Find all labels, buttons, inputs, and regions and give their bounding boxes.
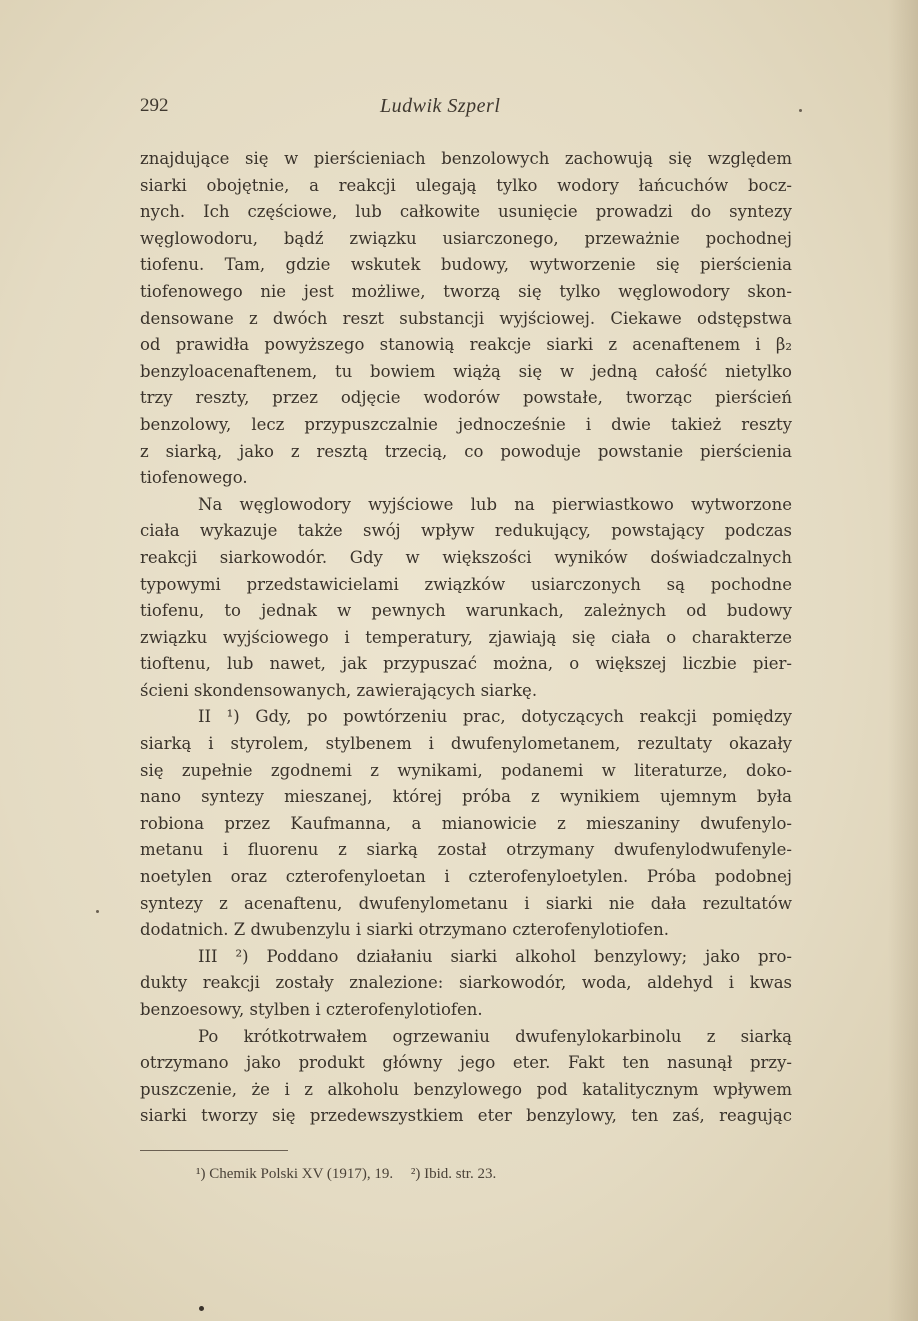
body-text xyxy=(140,146,792,1130)
text-line: nano syntezy mieszanej, której próba z wynikiem ujemnym była xyxy=(140,787,792,807)
ink-speck xyxy=(96,910,99,913)
text-line: typowymi przedstawicielami związków usiarczonych są pochodne xyxy=(140,574,792,594)
footnotes xyxy=(196,1166,510,1183)
text-line: tiofenu, to jednak w pewnych warunkach, zależnych od budowy xyxy=(140,601,792,621)
text-line: noetylen oraz czterofenyloetan i czterofenyloetylen. Próba podobnej xyxy=(140,867,792,887)
text-line: II ¹) Gdy, po powtórzeniu prac, dotyczących reakcji pomiędzy xyxy=(198,707,792,727)
running-head: Ludwik Szperl xyxy=(380,95,501,117)
text-line: dukty reakcji zostały znalezione: siarkowodór, woda, aldehyd i kwas xyxy=(140,973,792,993)
page-edge-shadow xyxy=(888,0,918,1321)
text-line: tiofenowego. xyxy=(140,468,248,488)
text-line: benzoesowy, stylben i czterofenylotiofen. xyxy=(140,1000,483,1019)
ink-speck xyxy=(799,109,802,112)
text-line: nych. Ich częściowe, lub całkowite usunięcie prowadzi do syntezy xyxy=(140,202,792,222)
text-line: dodatnich. Z dwubenzylu i siarki otrzymano czterofenylotiofen. xyxy=(140,920,669,940)
text-line: otrzymano jako produkt główny jego eter. Fakt ten nasunął przy- xyxy=(140,1053,792,1073)
ink-speck xyxy=(199,1306,204,1311)
footnote-1: ¹) Chemik Polski XV (1917), 19. xyxy=(196,1166,394,1182)
text-line: ścieni skondensowanych, zawierających siarkę. xyxy=(140,680,538,700)
text-line: Na węglowodory wyjściowe lub na pierwiastkowo wytworzone xyxy=(198,494,792,514)
text-line: robiona przez Kaufmanna, a mianowicie z mieszaniny dwufenylo- xyxy=(140,813,792,833)
text-line: tiofenowego nie jest możliwe, tworzą się tylko węglowodory skon- xyxy=(140,281,792,301)
text-line: Po krótkotrwałem ogrzewaniu dwufenylokarbinolu z siarką xyxy=(198,1026,792,1046)
text-line: znajdujące się w pierścieniach benzolowych zachowują się względem xyxy=(140,149,792,168)
page-number: 292 xyxy=(140,95,169,116)
text-line: siarki tworzy się przedewszystkiem eter benzylowy, ten zaś, reagując xyxy=(140,1106,792,1126)
text-line: się zupełnie zgodnemi z wynikami, podanemi w literaturze, doko- xyxy=(140,760,792,780)
text-line: węglowodoru, bądź związku usiarczonego, przeważnie pochodnej xyxy=(140,228,792,248)
text-line: ciała wykazuje także swój wpływ redukujący, powstający podczas xyxy=(140,521,792,541)
page-header xyxy=(140,95,792,125)
text-line: z siarką, jako z resztą trzecią, co powoduje powstanie pierścienia xyxy=(140,441,792,461)
text-line: związku wyjściowego i temperatury, zjawiają się ciała o charakterze xyxy=(140,627,792,647)
text-line: siarki obojętnie, a reakcji ulegają tylko wodory łańcuchów bocz- xyxy=(140,175,792,195)
text-line: siarką i styrolem, stylbenem i dwufenylometanem, rezultaty okazały xyxy=(140,734,792,754)
text-line: benzolowy, lecz przypuszczalnie jednocześnie i dwie takież reszty xyxy=(140,414,792,434)
footnote-2: ²) Ibid. str. 23. xyxy=(410,1166,497,1182)
text-line: trzy reszty, przez odjęcie wodorów powstałe, tworząc pierścień xyxy=(140,388,792,408)
text-line: od prawidła powyższego stanowią reakcje siarki z acenaftenem i β₂ xyxy=(140,335,792,355)
text-line: reakcji siarkowodór. Gdy w większości wyników doświadczalnych xyxy=(140,547,792,567)
text-line: tioftenu, lub nawet, jak przypuszać można, o większej liczbie pier- xyxy=(140,654,792,674)
text-line: densowane z dwóch reszt substancji wyjściowej. Ciekawe odstępstwa xyxy=(140,308,792,328)
text-line: III ²) Poddano działaniu siarki alkohol benzylowy; jako pro- xyxy=(198,946,792,966)
text-line: puszczenie, że i z alkoholu benzylowego pod katalitycznym wpływem xyxy=(140,1079,792,1099)
text-line: syntezy z acenaftenu, dwufenylometanu i siarki nie dała rezultatów xyxy=(140,893,792,913)
text-line: benzyloacenaftenem, tu bowiem wiążą się w jedną całość nietylko xyxy=(140,361,792,381)
text-line: metanu i fluorenu z siarką został otrzymany dwufenylodwufenyle- xyxy=(140,840,792,860)
footnote-separator xyxy=(140,1150,288,1151)
text-line: tiofenu. Tam, gdzie wskutek budowy, wytworzenie się pierścienia xyxy=(140,255,792,275)
